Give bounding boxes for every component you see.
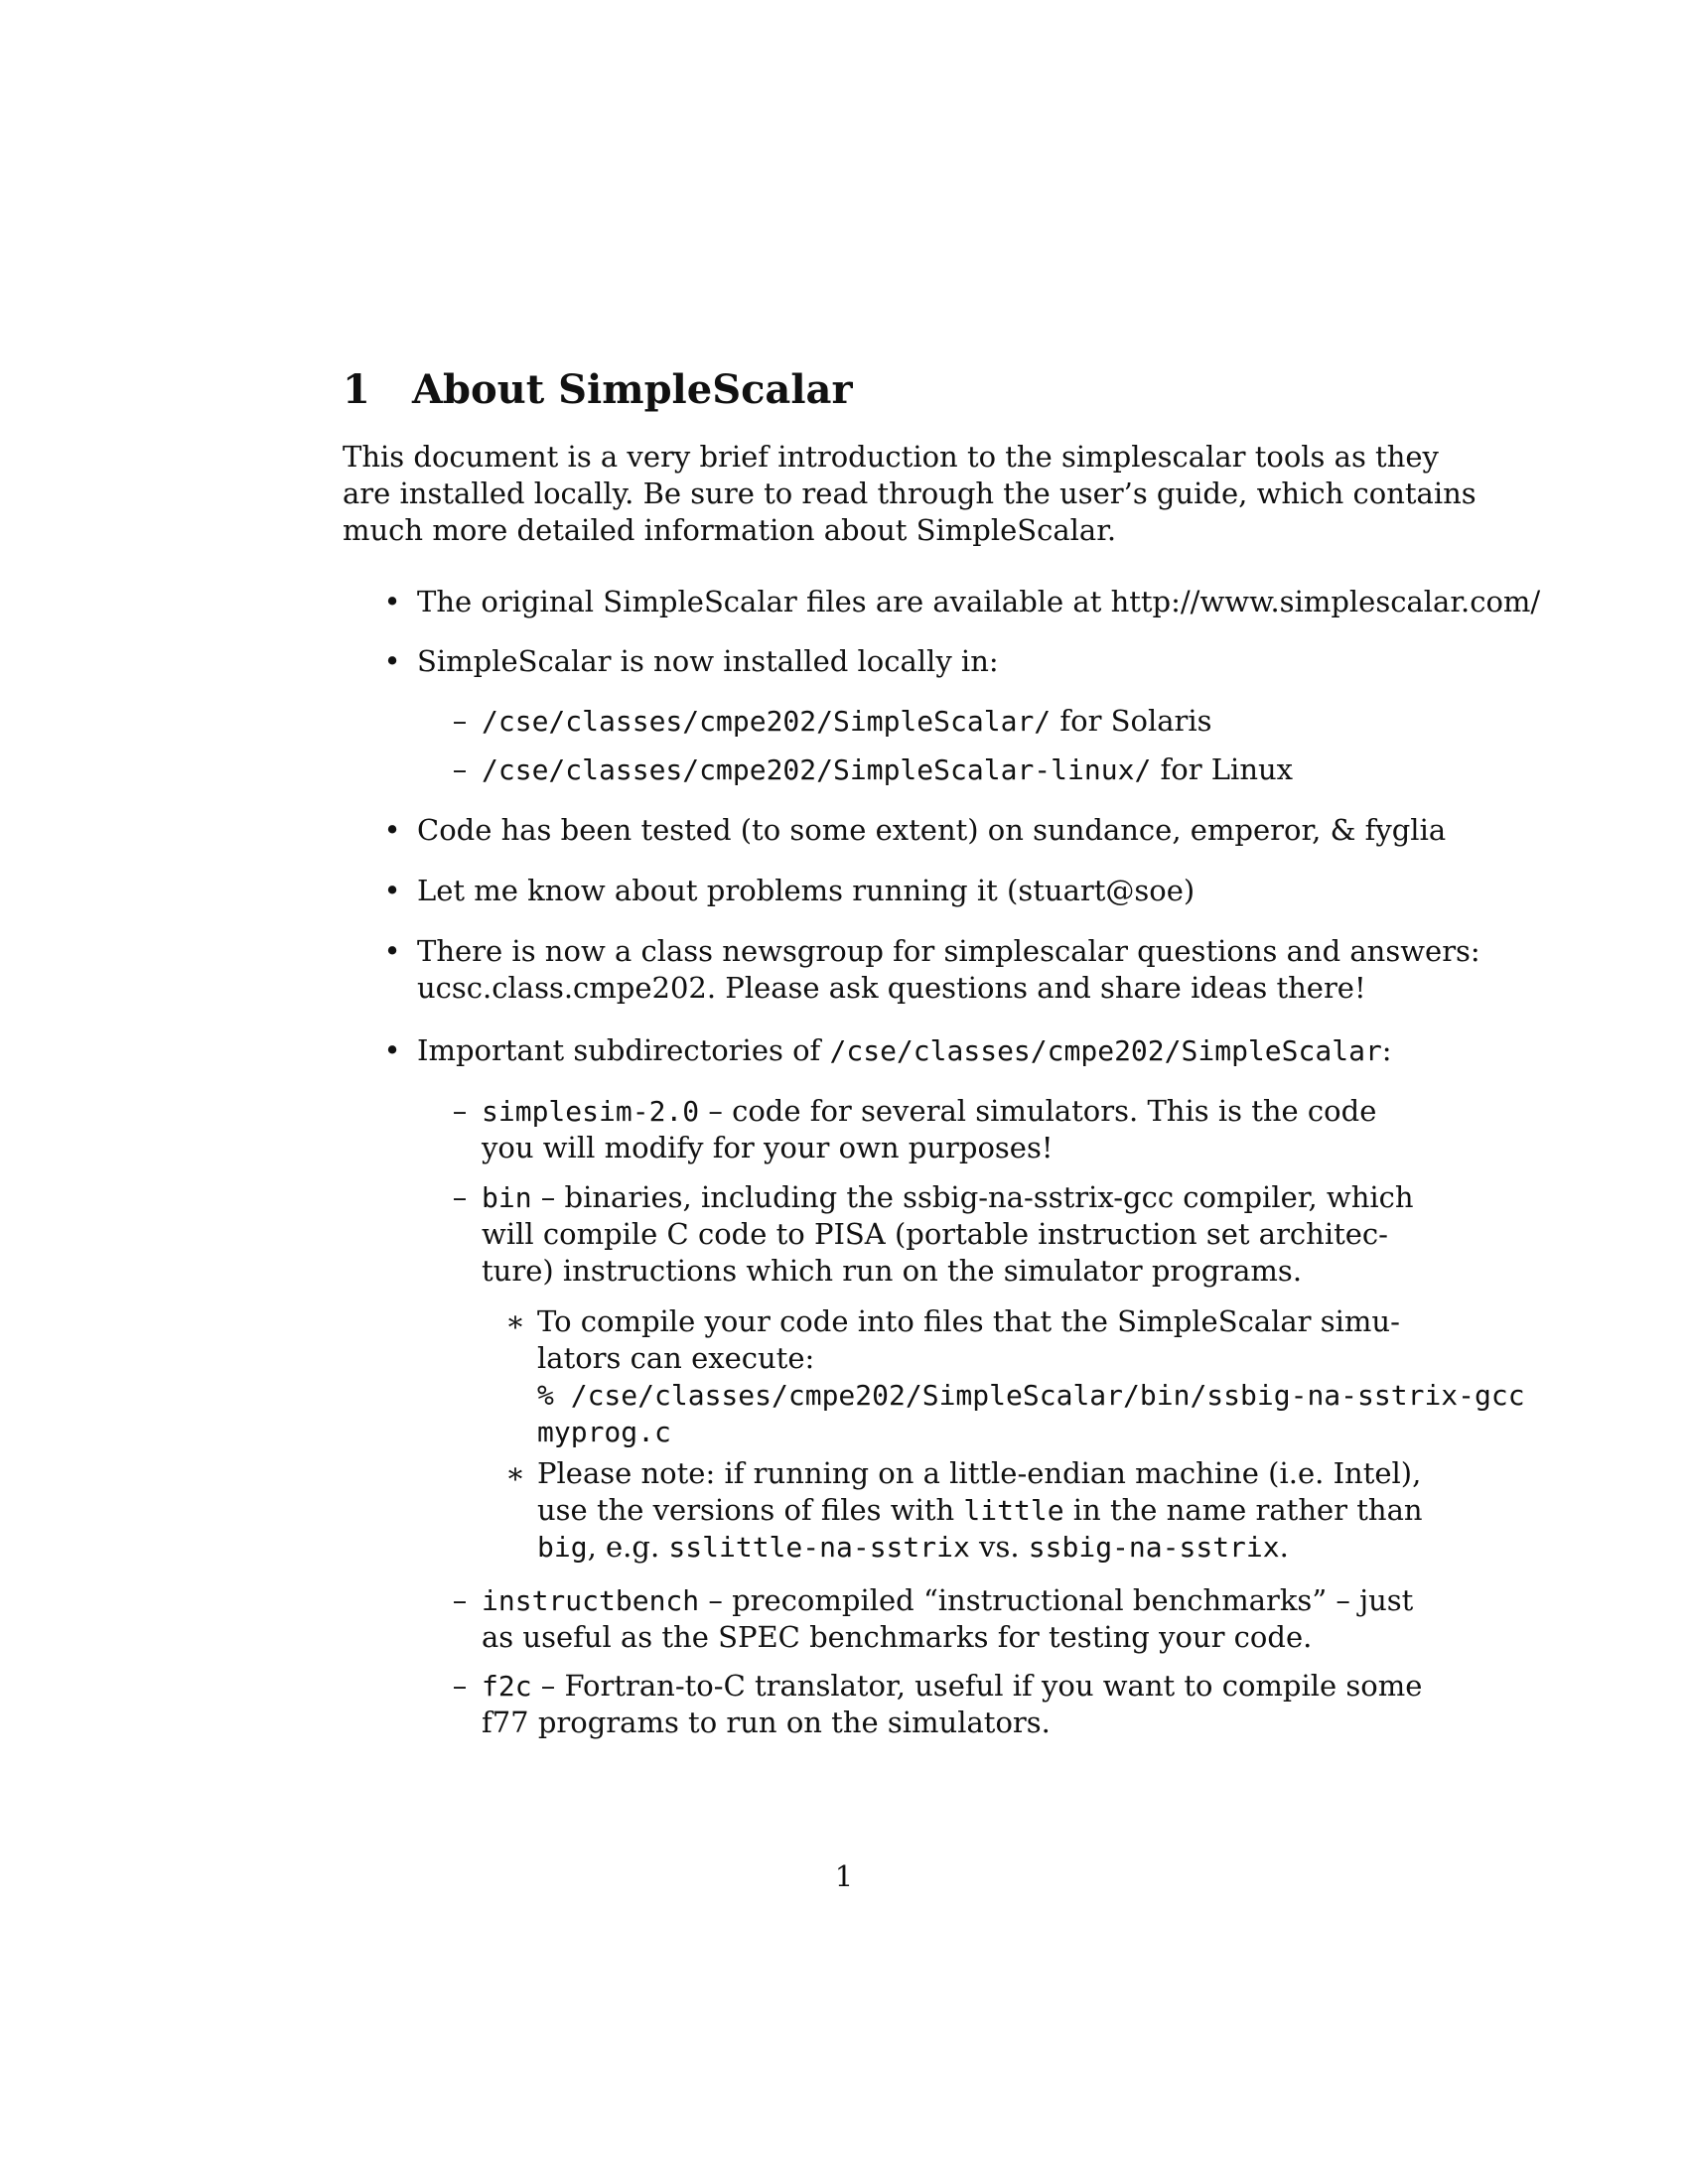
list-item-text: Important subdirectories of <box>417 1033 830 1067</box>
code-ssbig: ssbig-na-sstrix <box>1028 1531 1280 1564</box>
list-item-installed-locally <box>417 643 999 680</box>
dash-icon: – <box>452 1583 468 1617</box>
note-text: , e.g. <box>587 1530 669 1564</box>
list-item-original-files <box>417 584 1540 620</box>
list-item-subdirectories <box>417 1032 1392 1069</box>
bullet-icon: • <box>383 813 401 847</box>
subdir-description: – code for several simulators. This is the code <box>699 1094 1377 1128</box>
code-sslittle: sslittle-na-sstrix <box>668 1531 970 1564</box>
subdir-bin <box>482 1179 1414 1290</box>
intro-line: are installed locally. Be sure to read through the user’s guide, which contains <box>343 477 1477 510</box>
dash-icon: – <box>452 752 468 786</box>
list-item-text: : <box>1381 1033 1392 1067</box>
list-item-text: ucsc.class.cmpe202. Please ask questions and share ideas there! <box>417 971 1366 1005</box>
list-item-text: Let me know about problems running it (stuart@soe) <box>417 874 1196 907</box>
list-item-newsgroup <box>417 933 1480 1007</box>
code-big: big <box>537 1531 588 1564</box>
dash-icon: – <box>452 1180 468 1214</box>
note-text: Please note: if running on a little-endian machine (i.e. Intel), <box>537 1456 1422 1490</box>
section-title: About SimpleScalar <box>412 366 853 413</box>
install-platform: for Linux <box>1151 752 1294 786</box>
compile-note <box>537 1303 1525 1450</box>
page-number: 1 <box>834 1859 854 1893</box>
note-text: use the versions of files with <box>537 1493 964 1527</box>
subdir-description: – precompiled “instructional benchmarks” – just <box>699 1583 1414 1617</box>
list-item-text: There is now a class newsgroup for simplescalar questions and answers: <box>417 934 1480 968</box>
list-item-text: SimpleScalar is now installed locally in: <box>417 644 999 678</box>
star-icon: ∗ <box>505 1304 525 1338</box>
subdir-simplesim <box>482 1093 1376 1166</box>
subdir-f2c <box>482 1668 1422 1741</box>
section-heading <box>343 362 853 418</box>
dash-icon: – <box>452 704 468 738</box>
subdir-name: f2c <box>482 1670 532 1703</box>
subdir-description: will compile C code to PISA (portable instruction set architec- <box>482 1217 1388 1251</box>
bullet-icon: • <box>383 1033 401 1067</box>
bullet-icon: • <box>383 644 401 678</box>
note-text: . <box>1279 1530 1289 1564</box>
install-platform: for Solaris <box>1051 704 1212 738</box>
star-icon: ∗ <box>505 1456 525 1490</box>
subdir-description: – binaries, including the ssbig-na-sstrix-gcc compiler, which <box>531 1180 1414 1214</box>
sub-item-linux-path <box>482 751 1293 788</box>
code-little: little <box>963 1494 1064 1527</box>
section-number: 1 <box>343 366 370 413</box>
note-text: in the name rather than <box>1063 1493 1423 1527</box>
sub-item-solaris-path <box>482 703 1212 740</box>
dash-icon: – <box>452 1669 468 1703</box>
subdir-name: simplesim-2.0 <box>482 1095 700 1128</box>
subdir-instructbench <box>482 1582 1413 1656</box>
intro-paragraph <box>343 439 1477 549</box>
bullet-icon: • <box>383 934 401 968</box>
compile-command: % /cse/classes/cmpe202/SimpleScalar/bin/ssbig-na-sstrix-gcc <box>537 1379 1525 1412</box>
note-text: lators can execute: <box>537 1341 815 1375</box>
bullet-icon: • <box>383 585 401 618</box>
intro-line: much more detailed information about SimpleScalar. <box>343 513 1117 547</box>
subdirs-path: /cse/classes/cmpe202/SimpleScalar <box>829 1034 1382 1067</box>
subdir-description: as useful as the SPEC benchmarks for testing your code. <box>482 1620 1313 1654</box>
subdir-description: you will modify for your own purposes! <box>482 1131 1054 1164</box>
subdir-name: bin <box>482 1181 532 1214</box>
note-text: To compile your code into files that the SimpleScalar simu- <box>537 1304 1400 1338</box>
install-path: /cse/classes/cmpe202/SimpleScalar-linux/ <box>482 753 1152 786</box>
note-text: vs. <box>969 1530 1029 1564</box>
subdir-description: – Fortran-to-C translator, useful if you want to compile some <box>531 1669 1423 1703</box>
subdir-description: f77 programs to run on the simulators. <box>482 1706 1051 1739</box>
list-item-text: Code has been tested (to some extent) on sundance, emperor, & fyglia <box>417 813 1447 847</box>
compile-command: myprog.c <box>537 1416 671 1448</box>
list-item-text: The original SimpleScalar files are available at http://www.simplescalar.com/ <box>417 585 1541 618</box>
subdir-description: ture) instructions which run on the simulator programs. <box>482 1254 1303 1288</box>
endian-note <box>537 1455 1423 1566</box>
subdir-name: instructbench <box>482 1584 700 1617</box>
install-path: /cse/classes/cmpe202/SimpleScalar/ <box>482 705 1052 738</box>
list-item-problems <box>417 873 1195 909</box>
bullet-icon: • <box>383 874 401 907</box>
intro-line: This document is a very brief introduction to the simplescalar tools as they <box>343 440 1439 474</box>
list-item-tested <box>417 812 1446 849</box>
dash-icon: – <box>452 1094 468 1128</box>
